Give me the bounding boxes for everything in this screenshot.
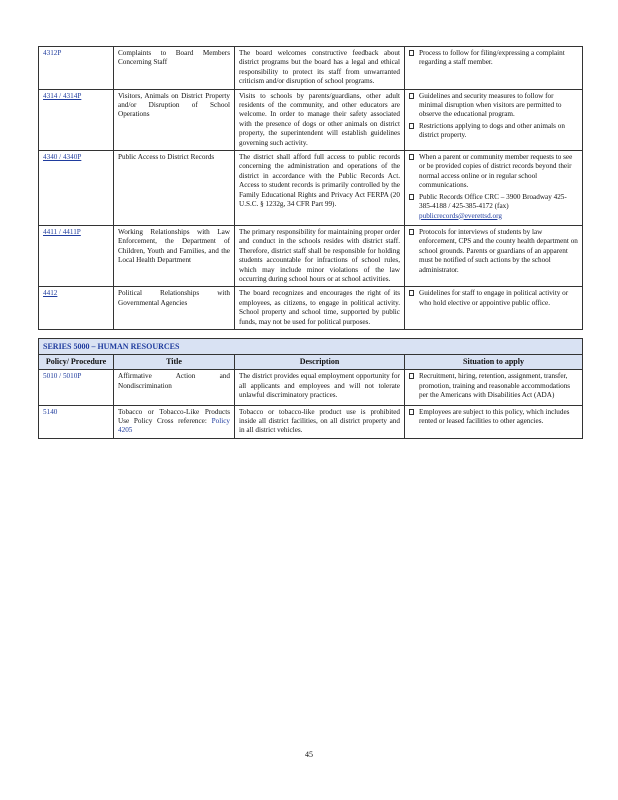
policy-table <box>38 46 583 439</box>
policy-document <box>38 46 582 439</box>
checkbox-icon <box>409 229 414 235</box>
checkbox-icon <box>409 93 414 99</box>
policy-description: The primary responsibility for maintaining proper order and conduct in the schools resides with district staff. Therefore, district staff shall be responsible for holding students accountable for infractions of school rules, which may include minor violations of the law occurring during school hours or at school activities. <box>235 225 405 286</box>
policy-title: Complaints to Board Members Concerning Staff <box>114 47 235 90</box>
policy-title: Tobacco or Tobacco-Like Products Use Policy Cross reference: Policy 4205 <box>114 405 235 438</box>
policy-title: Public Access to District Records <box>114 151 235 226</box>
policy-description: The board welcomes constructive feedback about district programs but the board has a legal and ethical responsibility to protect its staff from unwarranted criticism and/or disruption of school programs. <box>235 47 405 90</box>
policy-description: Visits to schools by parents/guardians, other adult residents of the community, and other educators are welcome. In order to manage their safety associated with the presence of dogs or other animals on district property, the superintendent will establish guidelines governing such activity. <box>235 89 405 150</box>
column-header-description: Description <box>235 355 405 370</box>
policy-link[interactable]: 5010 / 5010P <box>39 370 114 405</box>
table-row <box>39 47 583 90</box>
policy-situation: When a parent or community member requests to see or be provided copies of district records beyond their normal access online or in regular school communications. Public Records Office CRC – 3900 Broadway 425-385-4188 / 425-385-4172 (fax) publicrecords@everettsd.org <box>405 151 583 226</box>
policy-description: Tobacco or tobacco-like product use is prohibited inside all district facilities, on all district property and in all district vehicles. <box>235 405 405 438</box>
page-number: 45 <box>305 750 313 759</box>
checkbox-icon <box>409 154 414 160</box>
policy-situation: Guidelines for staff to engage in political activity or who hold elective or appointive public office. <box>405 287 583 330</box>
policy-title: Political Relationships with Governmental Agencies <box>114 287 235 330</box>
cross-reference-link[interactable]: Policy 4205 <box>118 417 230 435</box>
policy-situation: Protocols for interviews of students by law enforcement, CPS and the county health department on school grounds. Parents or guardians of an apparent must be notified of such actions by the school administrator. <box>405 225 583 286</box>
checkbox-icon <box>409 50 414 56</box>
table-gap <box>39 329 583 338</box>
policy-link[interactable]: 4411 / 4411P <box>39 225 114 286</box>
policy-situation: Guidelines and security measures to follow for minimal disruption when visitors are permitted to observe the educational program. Restrictions applying to dogs and other animals on district property. <box>405 89 583 150</box>
checkbox-icon <box>409 123 414 129</box>
checkbox-icon <box>409 373 414 379</box>
series-label: SERIES 5000 – HUMAN RESOURCES <box>39 338 583 354</box>
email-link[interactable]: publicrecords@everettsd.org <box>419 211 502 220</box>
table-row <box>39 405 583 438</box>
checkbox-icon <box>409 194 414 200</box>
policy-link[interactable]: 5140 <box>39 405 114 438</box>
policy-situation: Recruitment, hiring, retention, assignment, transfer, promotion, training and reasonable accommodations per the Americans with Disabilities Act (ADA) <box>405 370 583 405</box>
policy-description: The district shall afford full access to public records concerning the administration and operations of the district in accordance with the Public Records Act. Access to student records is primarily controlled by the Family Educational Rights and Privacy Act FERPA (20 U.S.C. § 1232g, 34 CFR Part 99). <box>235 151 405 226</box>
policy-description: The board recognizes and encourages the right of its employees, as citizens, to engage in political activity. School property and school time, supported by public funds, may not be used for political purposes. <box>235 287 405 330</box>
policy-link[interactable]: 4314 / 4314P <box>39 89 114 150</box>
policy-title: Affirmative Action and Nondiscrimination <box>114 370 235 405</box>
table-row <box>39 89 583 150</box>
policy-title: Working Relationships with Law Enforcement, the Department of Children, Youth and Families, and the Local Health Department <box>114 225 235 286</box>
policy-description: The district provides equal employment opportunity for all applicants and employees and will not tolerate unlawful discriminatory practices. <box>235 370 405 405</box>
policy-link[interactable]: 4340 / 4340P <box>39 151 114 226</box>
table-row <box>39 287 583 330</box>
policy-link[interactable]: 4412 <box>39 287 114 330</box>
table-row <box>39 151 583 226</box>
policy-link[interactable]: 4312P <box>39 47 114 90</box>
policy-title: Visitors, Animals on District Property and/or Disruption of School Operations <box>114 89 235 150</box>
table-row <box>39 370 583 405</box>
table-row <box>39 225 583 286</box>
policy-situation: Process to follow for filing/expressing a complaint regarding a staff member. <box>405 47 583 90</box>
column-header-title: Title <box>114 355 235 370</box>
column-header-row <box>39 355 583 370</box>
series-header-row <box>39 338 583 354</box>
checkbox-icon <box>409 409 414 415</box>
column-header-situation: Situation to apply <box>405 355 583 370</box>
checkbox-icon <box>409 290 414 296</box>
policy-situation: Employees are subject to this policy, which includes rented or leased facilities to other agencies. <box>405 405 583 438</box>
column-header-policy: Policy/ Procedure <box>39 355 114 370</box>
